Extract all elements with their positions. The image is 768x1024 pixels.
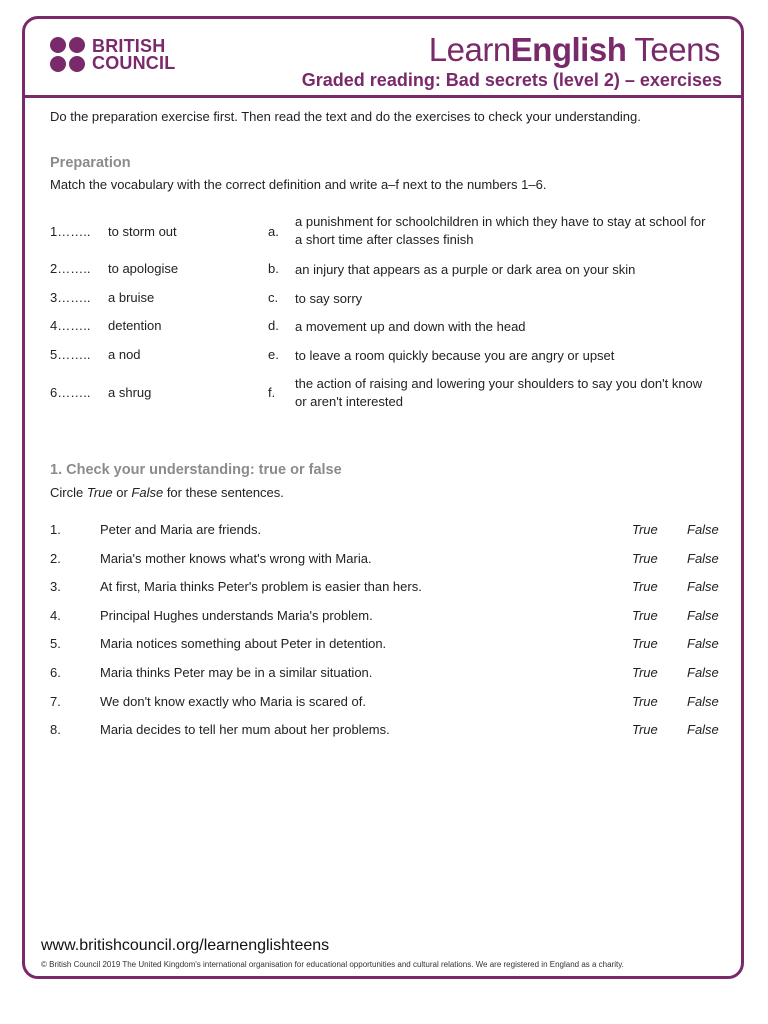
statement-number: 5. [50, 636, 61, 652]
false-option[interactable]: False [687, 579, 719, 595]
brand-teens: Teens [626, 31, 720, 68]
learnenglish-teens-brand [429, 31, 720, 69]
definition-text: a punishment for schoolchildren in which they have to stay at school for a short time after classes finish [295, 214, 706, 247]
british-council-logo [50, 37, 175, 73]
definition-text: to leave a room quickly because you are angry or upset [295, 348, 615, 363]
definition-letter: e. [268, 347, 279, 362]
true-option[interactable]: True [632, 693, 658, 709]
false-option[interactable]: False [687, 636, 719, 652]
vocab-number[interactable]: 5…….. [50, 347, 91, 362]
logo-line-1: BRITISH [92, 36, 166, 56]
definition-text: the action of raising and lowering your shoulders to say you don't know or aren't interested [295, 376, 703, 409]
false-option[interactable]: False [687, 607, 719, 623]
instr-post: for these sentences. [163, 485, 284, 500]
brand-learn: Learn [428, 31, 511, 68]
definition-text: an injury that appears as a purple or dark area on your skin [295, 262, 636, 277]
statement-number: 4. [50, 607, 61, 623]
statement-text: Maria's mother knows what's wrong with Maria. [100, 550, 372, 566]
preparation-heading: Preparation [50, 155, 131, 171]
logo-text [92, 38, 175, 72]
statement-number: 8. [50, 722, 61, 738]
vocab-word: a shrug [108, 385, 152, 400]
logo-dots-icon [50, 37, 86, 73]
intro-text: Do the preparation exercise first. Then read the text and do the exercises to check your understanding. [50, 109, 641, 124]
vocab-number[interactable]: 4…….. [50, 318, 91, 333]
statement-number: 2. [50, 550, 61, 566]
statement-number: 1. [50, 522, 61, 537]
vocab-number[interactable]: 6…….. [50, 385, 91, 400]
header-divider [25, 95, 741, 98]
true-option[interactable]: True [632, 550, 658, 566]
statement-text: We don't know exactly who Maria is scared of. [100, 693, 366, 709]
true-option[interactable]: True [632, 636, 658, 652]
statement-number: 6. [50, 665, 61, 680]
true-option[interactable]: True [632, 665, 658, 680]
true-option[interactable]: True [632, 579, 658, 595]
true-option[interactable]: True [632, 522, 658, 537]
false-option[interactable]: False [687, 522, 719, 537]
false-option[interactable]: False [687, 550, 719, 566]
true-option[interactable]: True [632, 607, 658, 623]
statement-text: Principal Hughes understands Maria's problem. [100, 607, 373, 623]
vocab-number[interactable]: 1…….. [50, 224, 91, 239]
statement-number: 7. [50, 693, 61, 709]
vocab-word: a nod [108, 347, 141, 362]
brand-english: English [510, 31, 627, 68]
vocab-word: to apologise [108, 261, 179, 276]
definition-text: a movement up and down with the head [295, 319, 526, 334]
exercise1-instruction [50, 485, 284, 500]
false-option[interactable]: False [687, 693, 719, 709]
true-option[interactable]: True [632, 722, 658, 738]
instr-mid: or [112, 485, 132, 500]
footer-copyright: © British Council 2019 The United Kingdom's international organisation for educational opportunities and cultural relations. We are registered in England as a charity. [41, 960, 624, 969]
definition-letter: f. [268, 385, 276, 400]
vocab-number[interactable]: 3…….. [50, 290, 91, 305]
vocab-word: a bruise [108, 290, 155, 305]
false-option[interactable]: False [687, 722, 719, 738]
definition-letter: a. [268, 224, 279, 239]
preparation-instruction: Match the vocabulary with the correct definition and write a–f next to the numbers 1–6. [50, 177, 547, 192]
statement-number: 3. [50, 579, 61, 595]
instr-pre: Circle [50, 485, 87, 500]
definition-letter: d. [268, 318, 279, 333]
definition-letter: b. [268, 261, 279, 276]
statement-text: Maria notices something about Peter in detention. [100, 636, 387, 652]
statement-text: At first, Maria thinks Peter's problem is easier than hers. [100, 579, 422, 595]
vocab-word: to storm out [108, 224, 177, 239]
instr-true: True [86, 485, 113, 500]
footer-url[interactable]: www.britishcouncil.org/learnenglishteens [41, 937, 330, 954]
vocab-word: detention [108, 318, 162, 333]
false-option[interactable]: False [687, 665, 719, 680]
exercise1-heading: 1. Check your understanding: true or false [50, 462, 342, 478]
vocab-number[interactable]: 2…….. [50, 261, 91, 276]
statement-text: Peter and Maria are friends. [100, 522, 262, 537]
instr-false: False [131, 485, 164, 500]
definition-text: to say sorry [295, 291, 363, 306]
statement-text: Maria decides to tell her mum about her problems. [100, 722, 390, 738]
page-title: Graded reading: Bad secrets (level 2) – exercises [301, 70, 722, 90]
definition-letter: c. [268, 290, 279, 305]
logo-line-2: COUNCIL [92, 53, 176, 73]
statement-text: Maria thinks Peter may be in a similar situation. [100, 665, 373, 680]
